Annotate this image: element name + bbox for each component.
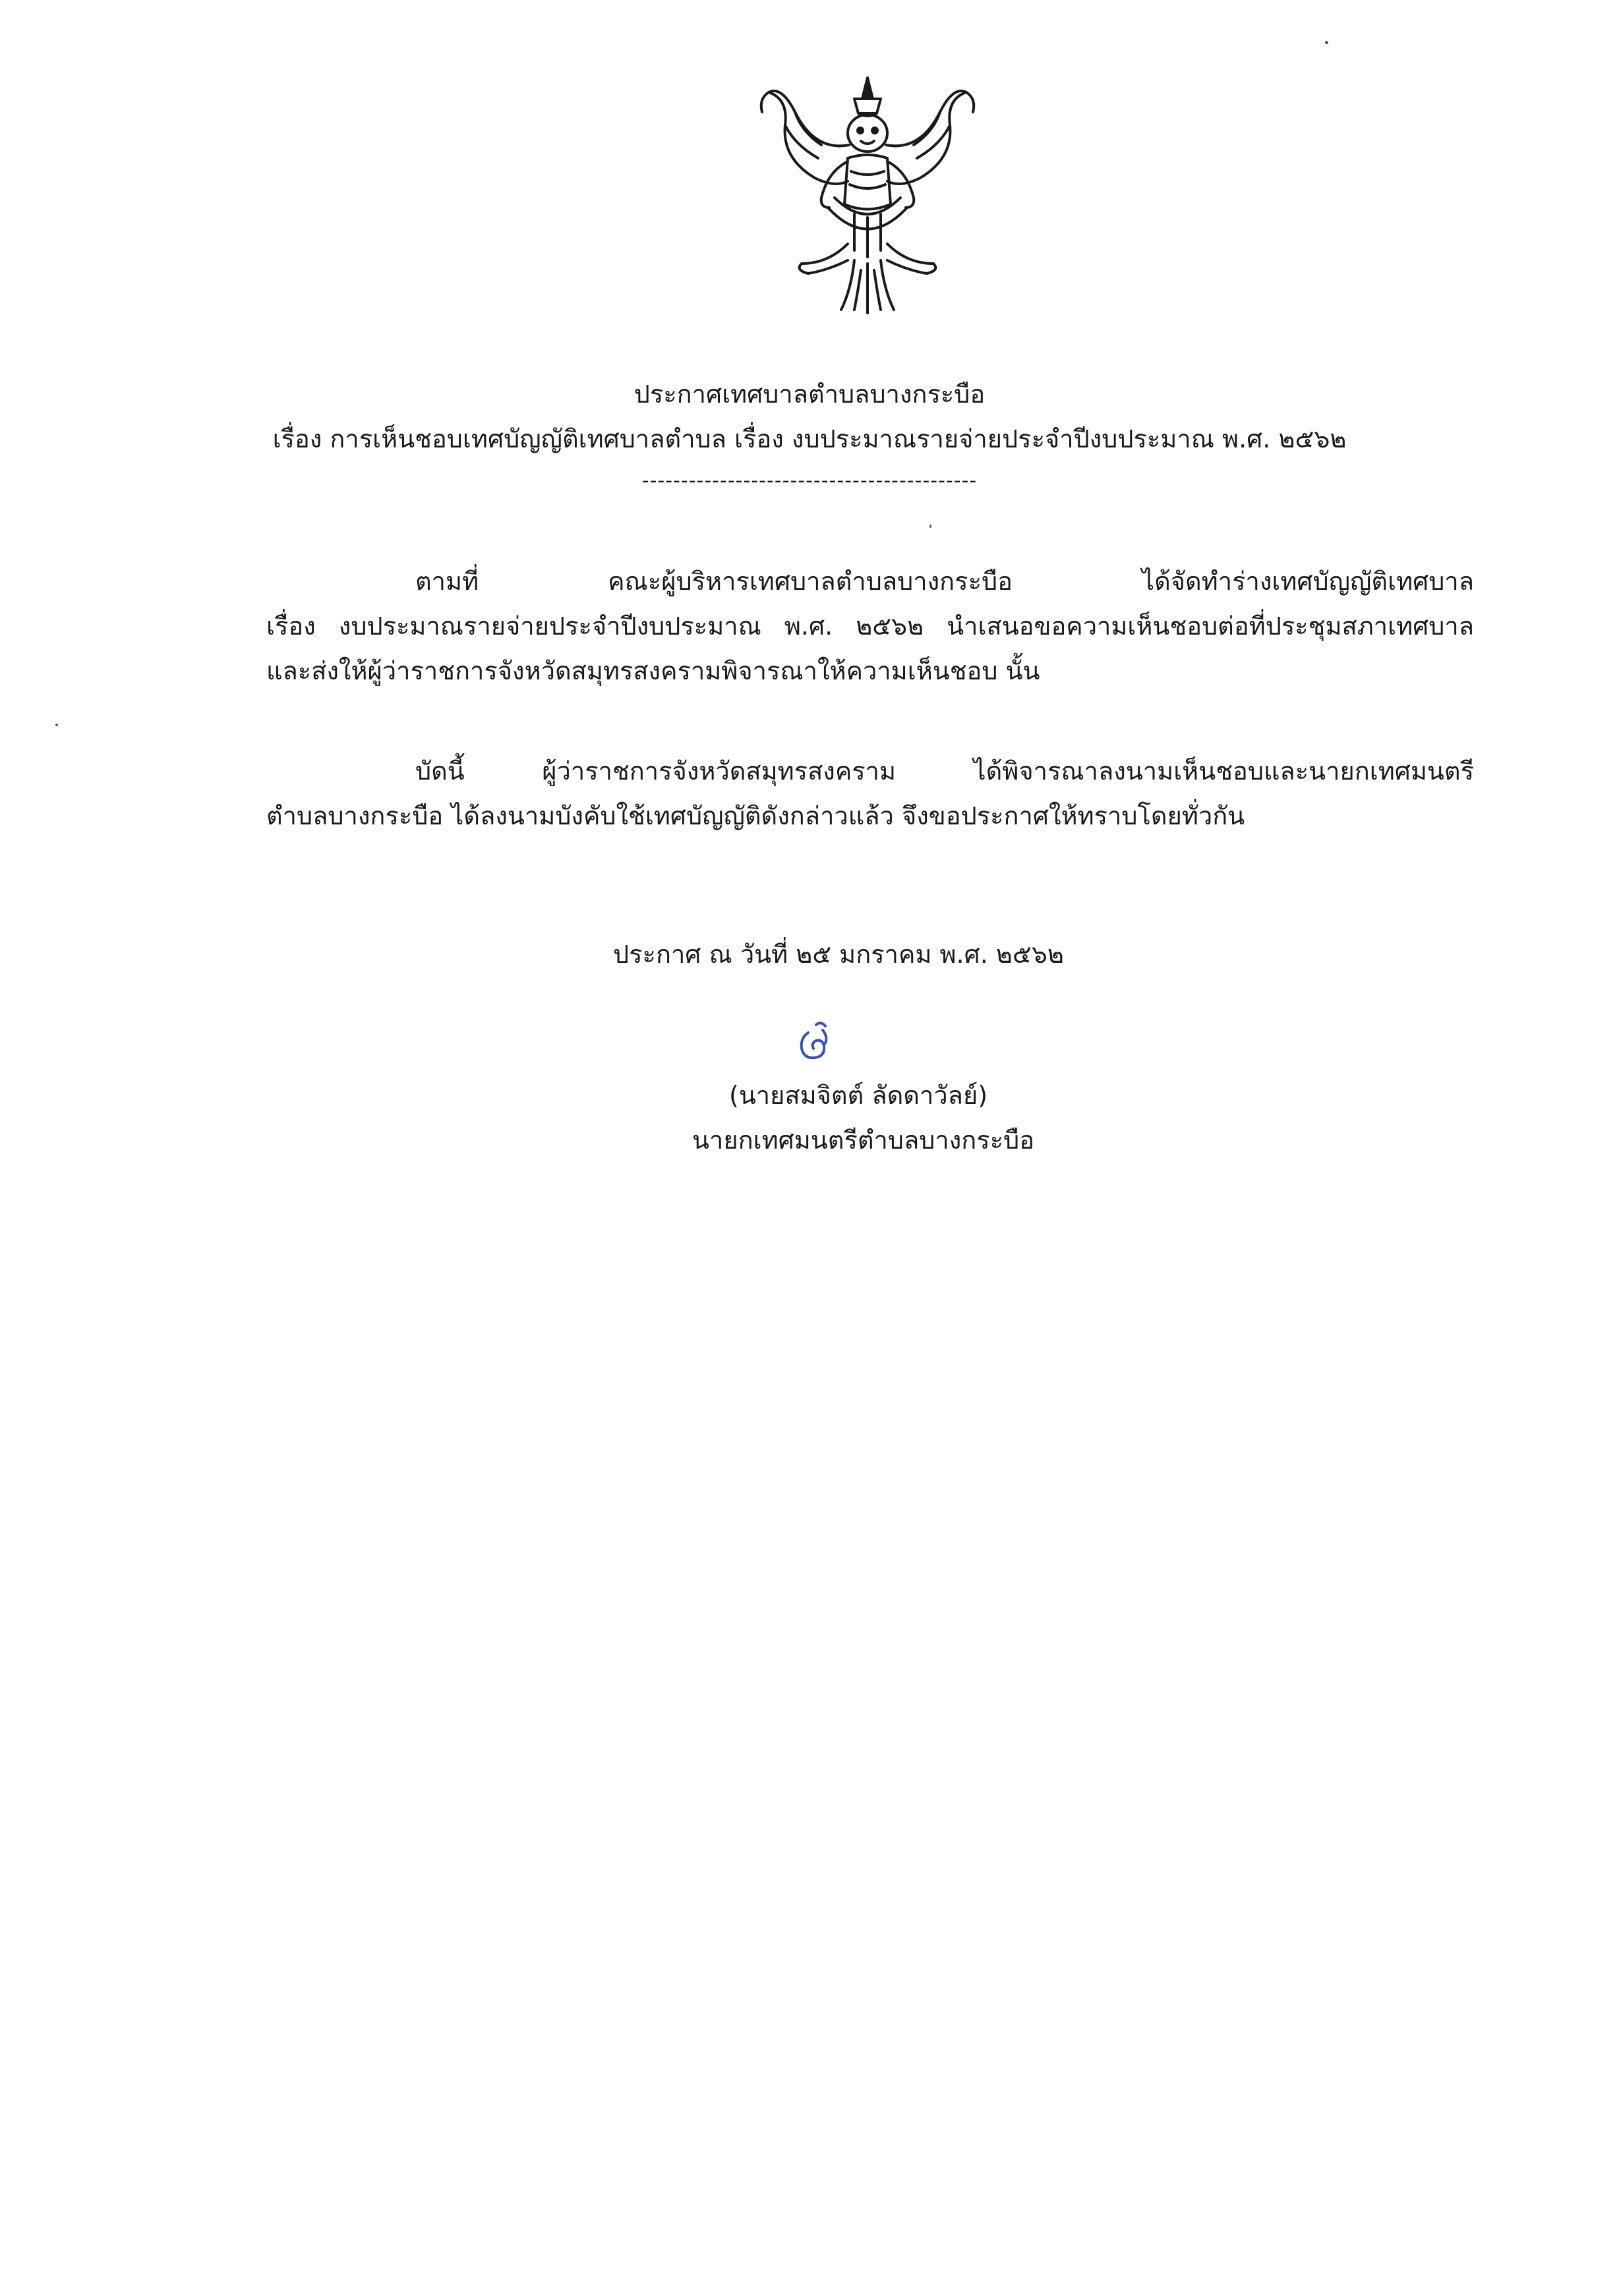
handwritten-signature (782, 1018, 841, 1064)
paragraph-1-line-2: เรื่อง งบประมาณรายจ่ายประจำปีงบประมาณ พ.ศ. ๒๕๖๒ นำเสนอขอความเห็นชอบต่อที่ประชุมสภาเทศบาล (266, 612, 1474, 641)
header-divider: ------------------------------------------- (641, 469, 978, 492)
paragraph-1-line-1: ตามที่ คณะผู้บริหารเทศบาลตำบลบางกระบือ ได้จัดทำร่างเทศบัญญัติเทศบาล (415, 567, 1474, 596)
announcement-subject: เรื่อง การเห็นชอบเทศบัญญัติเทศบาลตำบล เรื่อง งบประมาณรายจ่ายประจำปีงบประมาณ พ.ศ. ๒๕๖๒ (272, 424, 1347, 453)
garuda-emblem-icon (755, 72, 980, 316)
signatory-position: นายกเทศมนตรีตำบลบางกระบือ (692, 1126, 1035, 1155)
announcement-title: ประกาศเทศบาลตำบลบางกระบือ (633, 380, 986, 409)
signatory-name: (นายสมจิตต์ ลัดดาวัลย์) (729, 1081, 988, 1110)
paragraph-1-line-3: และส่งให้ผู้ว่าราชการจังหวัดสมุทรสงครามพิจารณาให้ความเห็นชอบ นั้น (266, 656, 1040, 685)
scan-speck (55, 724, 58, 726)
paragraph-2-line-1: บัดนี้ ผู้ว่าราชการจังหวัดสมุทรสงคราม ได้พิจารณาลงนามเห็นชอบและนายกเทศมนตรี (415, 757, 1474, 786)
paragraph-2-line-2: ตำบลบางกระบือ ได้ลงนามบังคับใช้เทศบัญญัติดังกล่าวแล้ว จึงขอประกาศให้ทราบโดยทั่วกัน (266, 801, 1245, 830)
scan-speck (1325, 41, 1328, 44)
announcement-date: ประกาศ ณ วันที่ ๒๕ มกราคม พ.ศ. ๒๕๖๒ (613, 940, 1064, 969)
scan-speck (929, 525, 931, 528)
